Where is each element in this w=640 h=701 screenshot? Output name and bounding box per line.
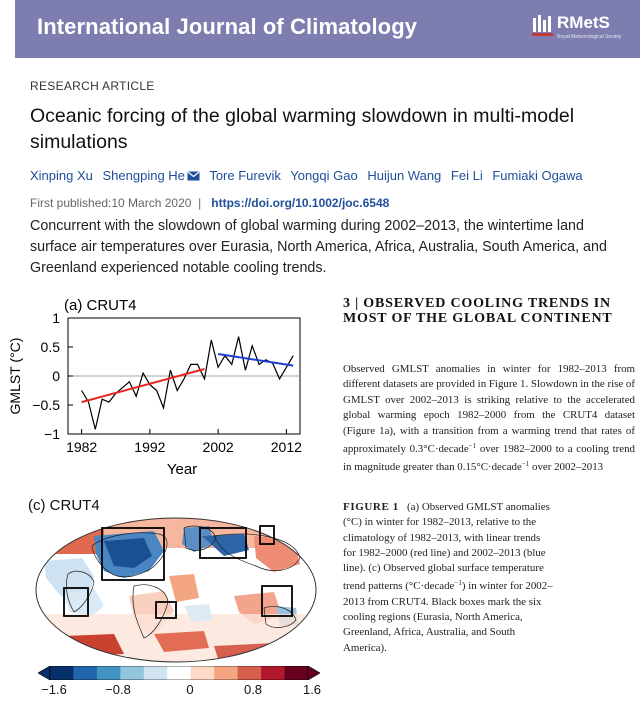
- y-axis-label: GMLST (°C): [7, 337, 23, 415]
- x-tick-label: 1992: [134, 439, 166, 455]
- colorbar-tick: −1.6: [41, 682, 67, 697]
- x-tick-label: 2012: [270, 439, 302, 455]
- first-published-label: First published:: [30, 196, 112, 210]
- envelope-icon[interactable]: [187, 171, 200, 181]
- author-link[interactable]: Xinping Xu: [30, 168, 93, 183]
- colorbar-segment: [73, 666, 97, 680]
- y-tick-label: −1: [44, 426, 60, 442]
- author-link[interactable]: Huijun Wang: [367, 168, 442, 183]
- colorbar-tick: −0.8: [105, 682, 131, 697]
- y-tick-label: 0: [52, 368, 60, 384]
- rmets-logo-icon: [532, 12, 554, 38]
- colorbar-segment: [285, 666, 309, 680]
- doi-link[interactable]: https://doi.org/10.1002/joc.6548: [211, 196, 390, 210]
- author-link[interactable]: Shengping He: [102, 168, 185, 183]
- x-tick-label: 1982: [66, 439, 98, 455]
- body-text: Observed GMLST anomalies in winter for 1982–2013 from different datasets are provided in Figure 1. Slowdown in the rise of GMLST over 2002–2013 is striking relative to the accelerated global warming epoch 1982–2000 from the CRUT4 dataset (Figure 1a), with a transition from a warming trend that rates of approximately 0.3°C·decade: [343, 363, 635, 456]
- section-heading: 3 | OBSERVED COOLING TRENDS IN MOST OF THE GLOBAL CONTINENT: [343, 296, 613, 326]
- colorbar-segment: [191, 666, 215, 680]
- superscript: −1: [468, 442, 477, 451]
- publication-info: [30, 196, 389, 210]
- colorbar-tick: 1.6: [302, 682, 322, 697]
- author-link[interactable]: Fumiaki Ogawa: [492, 168, 583, 183]
- colorbar-segment: [144, 666, 168, 680]
- caption-text: ) in winter for 2002–2013 from CRUT4. Black boxes mark the six cooling regions (Eurasia, North America, Greenland, Africa, Australia, and South America).: [343, 580, 553, 654]
- colorbar-segment: [261, 666, 285, 680]
- author-link[interactable]: Fei Li: [450, 168, 483, 183]
- logo-text: RMetS: [557, 13, 610, 32]
- x-tick-label: 2002: [202, 439, 234, 455]
- x-axis-label: Year: [166, 461, 198, 476]
- rmets-logo[interactable]: [532, 10, 622, 48]
- colorbar-segment: [120, 666, 144, 680]
- figure-caption: [343, 500, 553, 656]
- article-title: Oceanic forcing of the global warming slowdown in multi-model simulations: [30, 105, 575, 153]
- colorbar-segment: [50, 666, 74, 680]
- colorbar-tick: 0.8: [243, 682, 263, 697]
- journal-banner: [15, 0, 640, 58]
- colorbar-segment: [238, 666, 262, 680]
- journal-title[interactable]: International Journal of Climatology: [37, 14, 418, 39]
- colorbar-min-arrow: [38, 666, 50, 680]
- abstract-text: Concurrent with the slowdown of global warming during 2002–2013, the wintertime land surface air temperatures over Eurasia, North America, Africa, Australia, South America, and Greenland experienced notable cooling trends.: [30, 218, 607, 276]
- caption-text: (a) Observed GMLST anomalies (°C) in winter for 1982–2013, relative to the climatology of 1982–2013, with linear trends for 1982–2000 (red line) and 2002–2013 (blue line). (c) Observed global surface temperature trend patterns (°C·decade: [343, 501, 550, 593]
- logo-subtext: Royal Meteorological Society: [557, 34, 622, 40]
- gmlst-line-chart: [0, 286, 320, 476]
- colorbar-segment: [214, 666, 238, 680]
- author-link[interactable]: Yongqi Gao: [290, 168, 358, 183]
- superscript: −1: [521, 460, 530, 469]
- section-body: [343, 362, 635, 476]
- colorbar-segment: [97, 666, 121, 680]
- article-type: RESEARCH ARTICLE: [30, 79, 155, 93]
- colorbar: [38, 666, 320, 680]
- map-panel-label: (c) CRUT4: [28, 497, 100, 514]
- gmlst-series-line: [82, 337, 294, 430]
- colorbar-segment: [167, 666, 191, 680]
- chart-title: (a) CRUT4: [64, 297, 137, 314]
- body-text: over 1982–2000 to a cooling trend in magnitude greater than 0.15°C·decade: [343, 443, 635, 474]
- figure-label: FIGURE 1: [343, 501, 399, 513]
- y-tick-label: −0.5: [32, 397, 60, 413]
- author-list: [30, 168, 583, 183]
- trend-map: [34, 516, 318, 664]
- body-text: over 2002–2013: [529, 461, 604, 474]
- colorbar-tick: 0: [186, 682, 194, 697]
- colorbar-max-arrow: [308, 666, 320, 680]
- y-tick-label: 1: [52, 310, 60, 326]
- first-published-date: 10 March 2020: [111, 196, 192, 210]
- author-link[interactable]: Tore Furevik: [209, 168, 281, 183]
- separator: |: [194, 196, 208, 210]
- y-tick-label: 0.5: [40, 339, 60, 355]
- superscript: −1: [454, 579, 462, 588]
